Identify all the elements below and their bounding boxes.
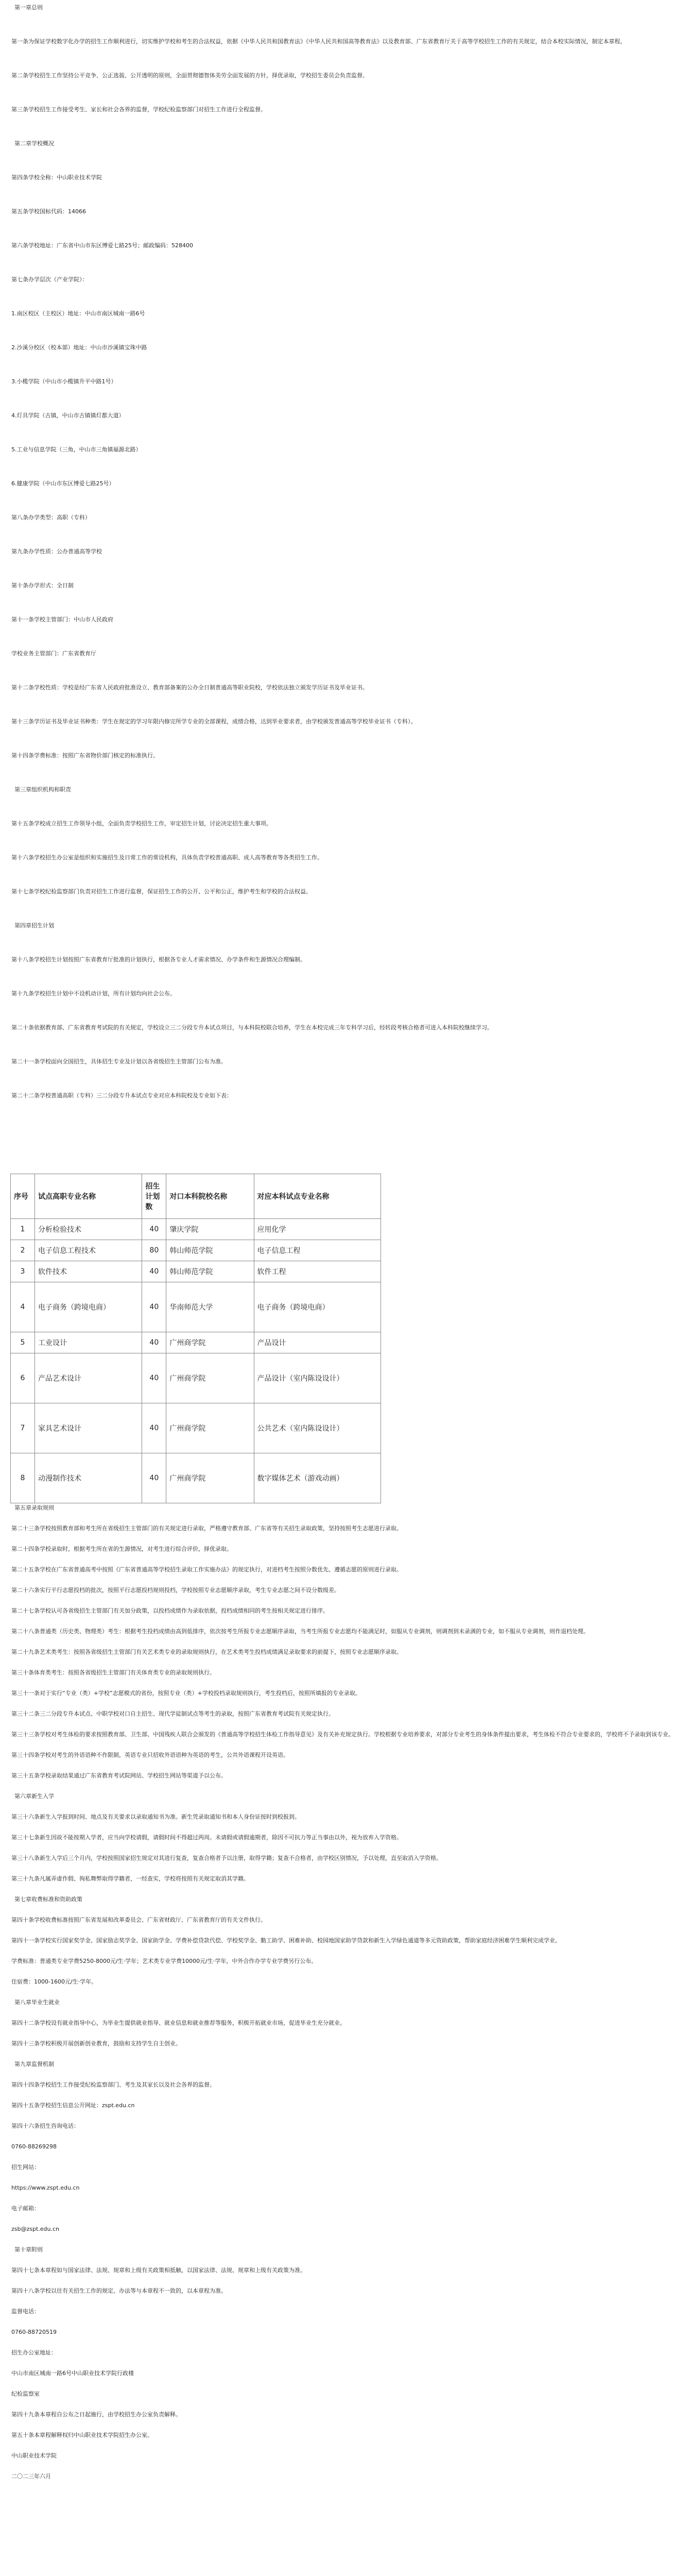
text-line: 二〇二三年六月 bbox=[11, 2473, 51, 2480]
table-cell: 家具艺术设计 bbox=[35, 1403, 142, 1453]
table-cell: 40 bbox=[142, 1261, 166, 1282]
table-header-row bbox=[11, 1174, 381, 1219]
text-line: 第三章组织机构和职责 bbox=[14, 786, 71, 793]
text-line: 第四条学校全称：中山职业技术学院 bbox=[11, 174, 102, 181]
text-line: 第二条学校招生工作坚持公平竞争、公正选拔、公开透明的原则，全面贯彻德智体美劳全面发展的方针，择优录取，学校招生委员会负责监督。 bbox=[11, 72, 368, 79]
text-line: 第五章录取规则 bbox=[14, 1504, 54, 1511]
text-line: 第四十八条学校以往有关招生工作的规定、办法等与本章程不一致的，以本章程为准。 bbox=[11, 2287, 227, 2294]
text-line: 第一条为保证学校数字化办学的招生工作顺利进行，切实维护学校和考生的合法权益，依据《中华人民共和国教育法》《中华人民共和国高等教育法》以及教育部、广东省教育厅关于高等学校招生工作的有关规定，结合本校实际情况，制定本章程。 bbox=[11, 38, 626, 45]
text-line: 第三十七条新生因故不能按期入学者，应当向学校请假，请假时间不得超过两周。未请假或请假逾期者，除因不可抗力等正当事由以外，视为放弃入学资格。 bbox=[11, 1834, 402, 1841]
text-line: 第二十七条学校认可各省级招生主管部门有关加分政策，以投档成绩作为录取依据，投档成绩相同的考生按相关规定进行排序。 bbox=[11, 1607, 329, 1614]
text-line: 招生网站： bbox=[11, 2164, 40, 2171]
text-line: 第四十条学校收费标准按照广东省发展和改革委员会、广东省财政厅、广东省教育厅的有关文件执行。 bbox=[11, 1917, 266, 1923]
table-cell: 软件技术 bbox=[35, 1261, 142, 1282]
text-line: 第四十二条学校设有就业指导中心，为毕业生提供就业指导、就业信息和就业推荐等服务，积极开拓就业市场，促进毕业生充分就业。 bbox=[11, 2020, 345, 2026]
table-cell: 韩山师范学院 bbox=[166, 1240, 254, 1261]
text-line: 第十九条学校招生计划中不设机动计划，所有计划均向社会公布。 bbox=[11, 990, 176, 997]
table-cell: 6 bbox=[11, 1353, 35, 1403]
text-line: zsb@zspt.edu.cn bbox=[11, 2226, 60, 2232]
text-line: 第三十六条新生入学报到时间、地点及有关要求以录取通知书为准。新生凭录取通知书和本人身份证按时到校报到。 bbox=[11, 1814, 300, 1820]
text-line: 第三十五条学校录取结果通过广东省教育考试院网站、学校招生网站等渠道予以公布。 bbox=[11, 1772, 227, 1779]
text-line: 学费标准：普通类专业学费5250-8000元/生·学年；艺术类专业学费10000元/生·学年，中外合作办学专业学费另行公布。 bbox=[11, 1958, 317, 1964]
text-line: 第二十条依据教育部、广东省教育考试院的有关规定，学校设立三二分段专升本试点项目，与本科院校联合培养，学生在本校完成三年专科学习后，经转段考核合格者可进入本科院校继续学习。 bbox=[11, 1024, 493, 1031]
text-line: 第二十八条普通类（历史类、物理类）考生：根据考生投档成绩由高到低排序，依次按考生所报专业志愿顺序录取，当考生所报专业志愿均不能满足时，如服从专业调剂，则调剂到未录满的专业，如不服从专业调剂，则作退档处理。 bbox=[11, 1628, 589, 1635]
table-cell: 广州商学院 bbox=[166, 1403, 254, 1453]
text-line: 第三十四条学校对考生的外语语种不作限制，英语专业只招收外语语种为英语的考生，公共外语课程开设英语。 bbox=[11, 1752, 289, 1758]
text-line: 2.沙溪分校区（校本部）地址：中山市沙溪镇宝珠中路 bbox=[11, 344, 147, 351]
text-line: 纪检监察室 bbox=[11, 2391, 40, 2397]
table-cell: 40 bbox=[142, 1332, 166, 1353]
table-row bbox=[11, 1353, 381, 1403]
text-line: 第二章学校概况 bbox=[14, 140, 54, 147]
table-cell: 5 bbox=[11, 1332, 35, 1353]
text-line: 第四十九条本章程自公布之日起施行，由学校招生办公室负责解释。 bbox=[11, 2411, 181, 2418]
table-cell: 4 bbox=[11, 1282, 35, 1332]
table-cell: 广州商学院 bbox=[166, 1332, 254, 1353]
text-line: 监督电话： bbox=[11, 2308, 40, 2315]
table-cell: 40 bbox=[142, 1403, 166, 1453]
text-line: 电子邮箱： bbox=[11, 2205, 40, 2212]
text-line: 第十五条学校成立招生工作领导小组，全面负责学校招生工作，审定招生计划，讨论决定招生重大事项。 bbox=[11, 820, 272, 827]
text-line: 第三条学校招生工作接受考生、家长和社会各界的监督，学校纪检监察部门对招生工作进行全程监督。 bbox=[11, 106, 266, 113]
table-cell: 电子信息工程技术 bbox=[35, 1240, 142, 1261]
table-cell: 80 bbox=[142, 1240, 166, 1261]
table-row bbox=[11, 1261, 381, 1282]
table-cell: 韩山师范学院 bbox=[166, 1261, 254, 1282]
text-line: 第二十二条学校普通高职（专科）三二分段专升本试点专业对应本科院校及专业如下表： bbox=[11, 1092, 232, 1099]
text-line: 第九条办学性质：公办普通高等学校 bbox=[11, 548, 102, 555]
table-cell: 产品设计 bbox=[254, 1332, 381, 1353]
table-cell: 分析检验技术 bbox=[35, 1219, 142, 1240]
table-cell: 40 bbox=[142, 1453, 166, 1503]
table-cell: 2 bbox=[11, 1240, 35, 1261]
text-line: 第三十八条新生入学后三个月内，学校按照国家招生规定对其进行复查，复查合格者予以注册，取得学籍；复查不合格者，由学校区别情况，予以处理，直至取消入学资格。 bbox=[11, 1855, 442, 1861]
text-line: 第四十五条学校招生信息公开网址：zspt.edu.cn bbox=[11, 2102, 135, 2109]
table-row bbox=[11, 1282, 381, 1332]
text-line: 第四十四条学校招生工作接受纪检监察部门、考生及其家长以及社会各界的监督。 bbox=[11, 2081, 215, 2088]
text-line: https://www.zspt.edu.cn bbox=[11, 2184, 80, 2191]
text-line: 第二十一条学校面向全国招生，具体招生专业及计划以各省级招生主管部门公布为准。 bbox=[11, 1058, 227, 1065]
admission-table bbox=[10, 1174, 381, 1503]
table-cell: 公共艺术（室内陈设设计） bbox=[254, 1403, 381, 1453]
text-line: 第四十一条学校实行国家奖学金、国家励志奖学金、国家助学金、学费补偿贷款代偿、学校奖学金、勤工助学、困难补助、校园地国家助学贷款和新生入学绿色通道等多元资助政策，帮助家庭经济困难学生顺利完成学业。 bbox=[11, 1937, 561, 1944]
text-line: 第三十一条对于实行“专业（类）+学校”志愿模式的省份，按照专业（类）+学校投档录取规则执行，考生投档后，按照所填报的专业录取。 bbox=[11, 1690, 361, 1697]
table-cell: 工业设计 bbox=[35, 1332, 142, 1353]
text-line: 第四章招生计划 bbox=[14, 922, 54, 929]
text-line: 第二十四条学校录取时，根据考生所在省的生源情况，对考生进行综合评价，择优录取。 bbox=[11, 1546, 232, 1552]
text-line: 第六条学校地址：广东省中山市东区博爱七路25号；邮政编码：528400 bbox=[11, 242, 193, 249]
table-cell: 软件工程 bbox=[254, 1261, 381, 1282]
col-header-index: 序号 bbox=[11, 1174, 35, 1219]
table-cell: 动漫制作技术 bbox=[35, 1453, 142, 1503]
text-line: 5.工业与信息学院（三角，中山市三角镇福源北路） bbox=[11, 446, 142, 453]
table-cell: 华南师范大学 bbox=[166, 1282, 254, 1332]
table-cell: 应用化学 bbox=[254, 1219, 381, 1240]
text-line: 第六章新生入学 bbox=[14, 1793, 54, 1800]
text-line: 第三十三条学校对考生体检的要求按照教育部、卫生部、中国残疾人联合会颁发的《普通高等学校招生体检工作指导意见》及有关补充规定执行。学校根据专业培养要求，对部分专业考生的身体条件提出要求，考生体检不符合专业要求的，学校将不予录取到该专业。 bbox=[11, 1731, 674, 1738]
text-line: 第二十五条学校在广东省普通高考中按照《广东省普通高等学校招生录取工作实施办法》的规定执行，对进档考生按照分数优先、遵循志愿的原则进行录取。 bbox=[11, 1566, 402, 1573]
text-line: 第五条学校国标代码：14066 bbox=[11, 208, 86, 215]
table-body bbox=[11, 1219, 381, 1503]
col-header-major: 试点高职专业名称 bbox=[35, 1174, 142, 1219]
text-line: 学校业务主管部门：广东省教育厅 bbox=[11, 650, 96, 657]
text-line: 第十二条学校性质：学校是经广东省人民政府批准设立、教育部备案的公办全日制普通高等职业院校，学校依法独立颁发学历证书及毕业证书。 bbox=[11, 684, 368, 691]
text-line: 1.南区校区（主校区）地址：中山市南区城南一路6号 bbox=[11, 310, 145, 317]
text-line: 第七章收费标准和资助政策 bbox=[14, 1896, 82, 1903]
table-cell: 3 bbox=[11, 1261, 35, 1282]
table-row bbox=[11, 1219, 381, 1240]
table-cell: 电子商务（跨境电商） bbox=[35, 1282, 142, 1332]
table-row bbox=[11, 1403, 381, 1453]
table-cell: 40 bbox=[142, 1282, 166, 1332]
table-cell: 8 bbox=[11, 1453, 35, 1503]
text-line: 第三十二条三二分段专升本试点、中职学校对口自主招生、现代学徒制试点等考生的录取，按照广东省教育考试院有关规定执行。 bbox=[11, 1710, 334, 1717]
table-cell: 产品艺术设计 bbox=[35, 1353, 142, 1403]
text-line: 0760-88720519 bbox=[11, 2329, 57, 2335]
table-cell: 数字媒体艺术（游戏动画） bbox=[254, 1453, 381, 1503]
table-cell: 40 bbox=[142, 1353, 166, 1403]
table-row bbox=[11, 1332, 381, 1353]
text-line: 4.灯具学院（古镇，中山市古镇镇灯都大道） bbox=[11, 412, 125, 419]
text-line: 第十六条学校招生办公室是组织和实施招生及日常工作的常设机构，具体负责学校普通高职、成人高等教育等各类招生工作。 bbox=[11, 854, 323, 861]
text-line: 第三十条体育类考生：按照各省级招生主管部门有关体育类专业的录取规则执行。 bbox=[11, 1669, 215, 1676]
table-cell: 7 bbox=[11, 1403, 35, 1453]
text-line: 第十四条学费标准：按照广东省物价部门核定的标准执行。 bbox=[11, 752, 159, 759]
text-line: 第四十六条招生咨询电话： bbox=[11, 2123, 79, 2129]
table-cell: 电子信息工程 bbox=[254, 1240, 381, 1261]
text-line: 中山市南区城南一路6号中山职业技术学院行政楼 bbox=[11, 2370, 134, 2377]
table-cell: 广州商学院 bbox=[166, 1453, 254, 1503]
text-line: 第一章总则 bbox=[14, 4, 43, 11]
table-cell: 电子商务（跨境电商） bbox=[254, 1282, 381, 1332]
text-line: 中山职业技术学院 bbox=[11, 2452, 57, 2459]
table-row bbox=[11, 1453, 381, 1503]
text-line: 第二十六条实行平行志愿投档的批次，按照平行志愿投档规则投档，学校按照专业志愿顺序录取，考生专业志愿之间不设分数级差。 bbox=[11, 1587, 340, 1594]
text-line: 第十章附则 bbox=[14, 2246, 43, 2253]
text-line: 第九章监督机制 bbox=[14, 2061, 54, 2067]
text-line: 第四十三条学校积极开展创新创业教育，鼓励和支持学生自主创业。 bbox=[11, 2040, 181, 2047]
text-line: 第二十九条艺术类考生：按照各省级招生主管部门有关艺术类专业的录取规则执行，在艺术类考生投档成绩满足录取要求的前提下，按照专业志愿顺序录取。 bbox=[11, 1649, 402, 1655]
table-cell: 40 bbox=[142, 1219, 166, 1240]
table-cell: 广州商学院 bbox=[166, 1353, 254, 1403]
text-line: 第十七条学校纪检监察部门负责对招生工作进行监督，保证招生工作的公开、公平和公正，维护考生和学校的合法权益。 bbox=[11, 888, 312, 895]
col-header-target-major: 对应本科试点专业名称 bbox=[254, 1174, 381, 1219]
table-row bbox=[11, 1240, 381, 1261]
text-line: 3.小榄学院（中山市小榄镇升平中路1号） bbox=[11, 378, 117, 385]
text-line: 第七条办学层次（产业学院）： bbox=[11, 276, 88, 283]
table-cell: 产品设计（室内陈设设计） bbox=[254, 1353, 381, 1403]
text-line: 第十八条学校招生计划按照广东省教育厅批准的计划执行，根据各专业人才需求情况、办学条件和生源情况合理编制。 bbox=[11, 956, 306, 963]
text-line: 第十一条学校主管部门：中山市人民政府 bbox=[11, 616, 113, 623]
text-line: 第八章毕业生就业 bbox=[14, 1999, 60, 2006]
text-line: 第五十条本章程解释权归中山职业技术学院招生办公室。 bbox=[11, 2432, 153, 2438]
table-cell: 1 bbox=[11, 1219, 35, 1240]
text-line: 第三十九条凡属弄虚作假、徇私舞弊取得学籍者，一经查实，学校将按照有关规定取消其学籍。 bbox=[11, 1875, 249, 1882]
text-line: 第十条办学形式：全日制 bbox=[11, 582, 74, 589]
col-header-university: 对口本科院校名称 bbox=[166, 1174, 254, 1219]
text-line: 0760-88269298 bbox=[11, 2143, 57, 2150]
text-line: 住宿费：1000-1600元/生·学年。 bbox=[11, 1978, 97, 1985]
text-line: 招生办公室地址： bbox=[11, 2349, 57, 2356]
text-line: 第二十三条学校按照教育部和考生所在省级招生主管部门的有关规定进行录取，严格遵守教育部、广东省等有关招生录取政策，坚持按照考生志愿进行录取。 bbox=[11, 1525, 402, 1532]
text-line: 第十三条学历证书及毕业证书种类：学生在规定的学习年限内修完所学专业的全部课程，成绩合格，达到毕业要求者，由学校颁发普通高等学校毕业证书（专科）。 bbox=[11, 718, 417, 725]
text-line: 第八条办学类型：高职（专科） bbox=[11, 514, 91, 521]
text-line: 6.健康学院（中山市东区博爱七路25号） bbox=[11, 480, 115, 487]
table-cell: 肇庆学院 bbox=[166, 1219, 254, 1240]
text-line: 第四十七条本章程如与国家法律、法规、规章和上级有关政策相抵触，以国家法律、法规、规章和上级有关政策为准。 bbox=[11, 2267, 306, 2274]
col-header-quota: 招生计划数 bbox=[142, 1174, 166, 1219]
